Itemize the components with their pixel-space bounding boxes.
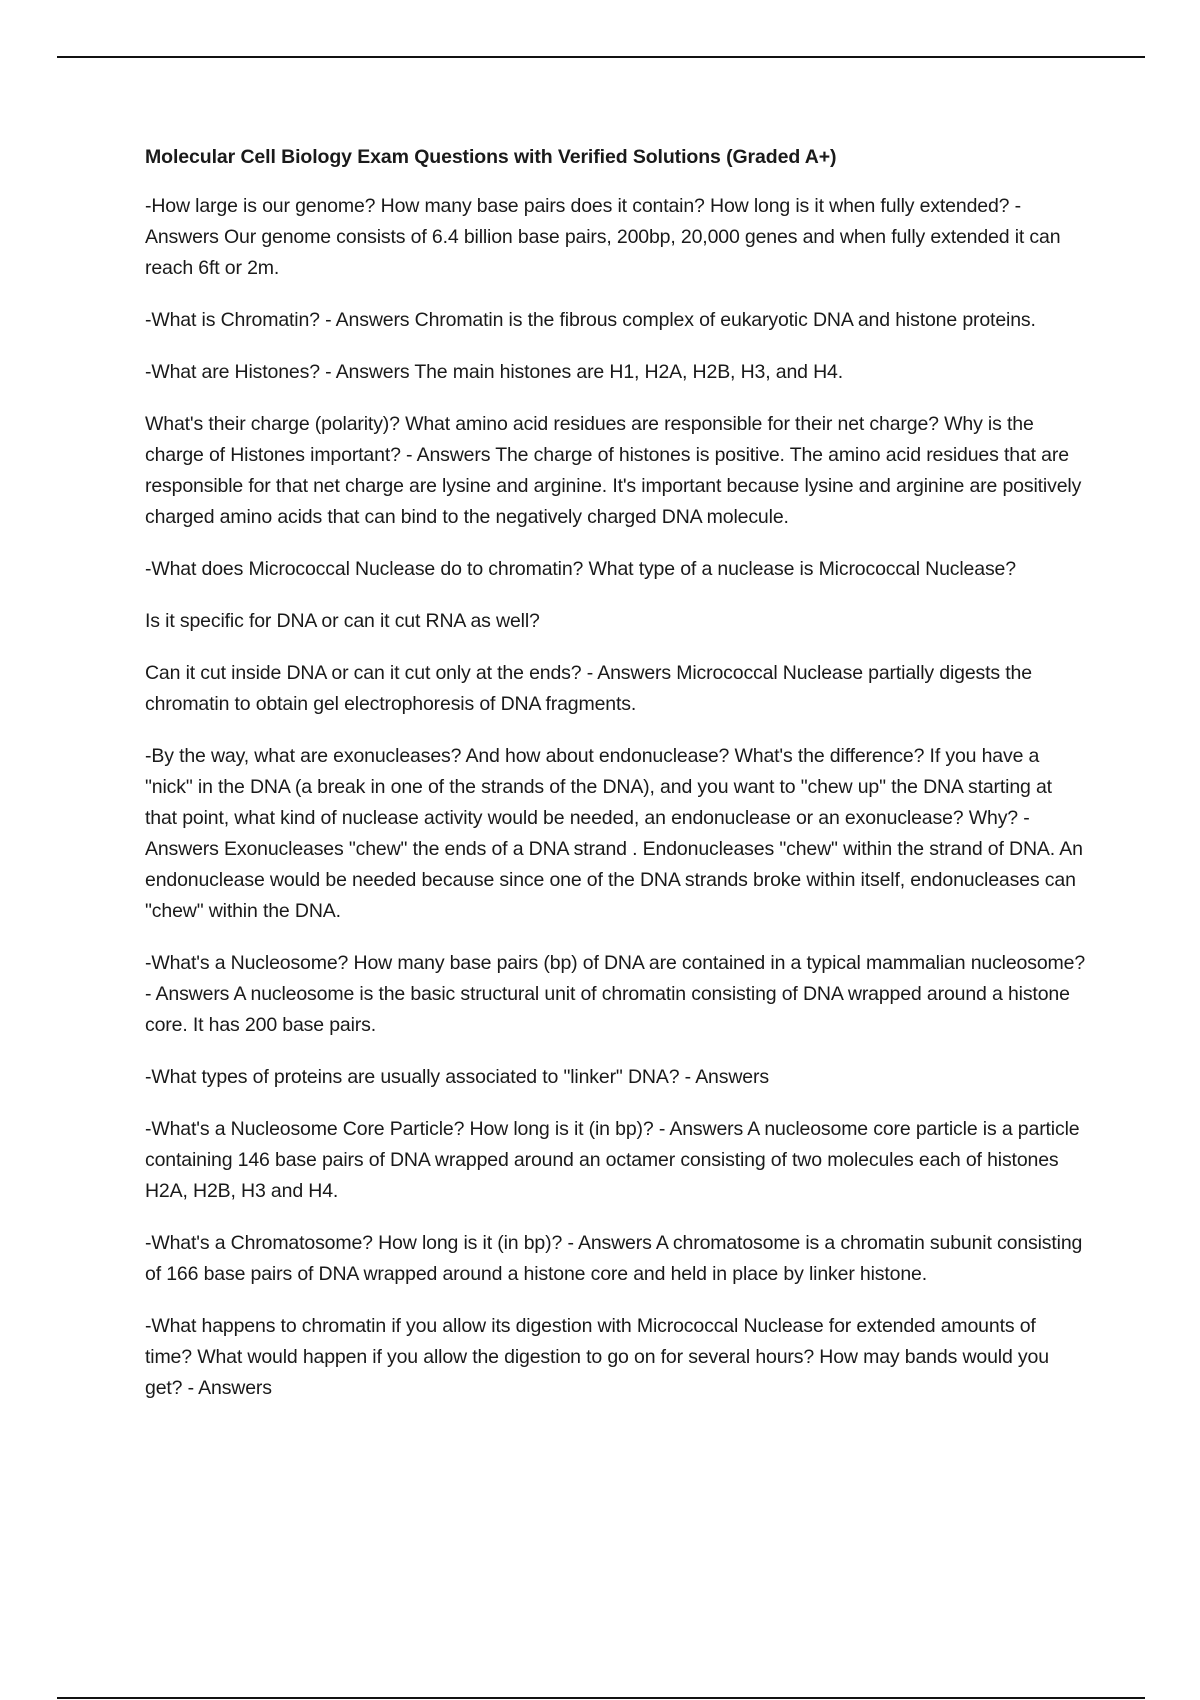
paragraph-dna-or-rna: Is it specific for DNA or can it cut RNA as well? <box>145 610 540 632</box>
paragraph-chromatosome: -What's a Chromatosome? How long is it (in bp)? - Answers A chromatosome is a chromatin subunit consisting of 166 base pairs of DNA wrapped around a histone core and held in place by linker histone. <box>145 1232 1083 1285</box>
document-title: Molecular Cell Biology Exam Questions with Verified Solutions (Graded A+) <box>145 146 837 168</box>
header-divider <box>57 56 1145 58</box>
paragraph-extended-digestion: -What happens to chromatin if you allow its digestion with Micrococcal Nuclease for extended amounts of time? What would happen if you allow the digestion to go on for several hours? How may bands would you get? - Answers <box>145 1315 1049 1399</box>
paragraph-nucleosome: -What's a Nucleosome? How many base pairs (bp) of DNA are contained in a typical mammalian nucleosome? - Answers A nucleosome is the basic structural unit of chromatin consisting of DNA wrapped around a histone core. It has 200 base pairs. <box>145 952 1086 1036</box>
paragraph-genome: -How large is our genome? How many base pairs does it contain? How long is it when fully extended? - Answers Our genome consists of 6.4 billion base pairs, 200bp, 20,000 genes and when fully extended it can reach 6ft or 2m. <box>145 195 1061 279</box>
paragraph-histone-charge: What's their charge (polarity)? What amino acid residues are responsible for their net charge? Why is the charge of Histones important? - Answers The charge of histones is positive. The amino acid residues that are responsible for that net charge are lysine and arginine. It's important because lysine and arginine are positively charged amino acids that can bind to the negatively charged DNA molecule. <box>145 413 1082 528</box>
paragraph-core-particle: -What's a Nucleosome Core Particle? How long is it (in bp)? - Answers A nucleosome core particle is a particle containing 146 base pairs of DNA wrapped around an octamer consisting of two molecules each of histones H2A, H2B, H3 and H4. <box>145 1118 1080 1202</box>
paragraph-micrococcal-nuclease: -What does Micrococcal Nuclease do to chromatin? What type of a nuclease is Micrococcal Nuclease? <box>145 558 1016 580</box>
paragraph-linker-dna: -What types of proteins are usually associated to "linker" DNA? - Answers <box>145 1066 769 1088</box>
paragraph-cut-inside: Can it cut inside DNA or can it cut only at the ends? - Answers Micrococcal Nuclease partially digests the chromatin to obtain gel electrophoresis of DNA fragments. <box>145 662 1032 715</box>
paragraph-histones: -What are Histones? - Answers The main histones are H1, H2A, H2B, H3, and H4. <box>145 361 843 383</box>
footer-divider <box>57 1697 1145 1699</box>
document-body <box>145 142 1087 1425</box>
paragraph-chromatin: -What is Chromatin? - Answers Chromatin is the fibrous complex of eukaryotic DNA and histone proteins. <box>145 309 1036 331</box>
paragraph-exonucleases: -By the way, what are exonucleases? And how about endonuclease? What's the difference? If you have a "nick" in the DNA (a break in one of the strands of the DNA), and you want to "chew up" the DNA starting at that point, what kind of nuclease activity would be needed, an endonuclease or an exonuclease? Why? - Answers Exonucleases "chew" the ends of a DNA strand . Endonucleases "chew" within the strand of DNA. An endonuclease would be needed because since one of the DNA strands broke within itself, endonucleases can "chew" within the DNA. <box>145 745 1083 922</box>
